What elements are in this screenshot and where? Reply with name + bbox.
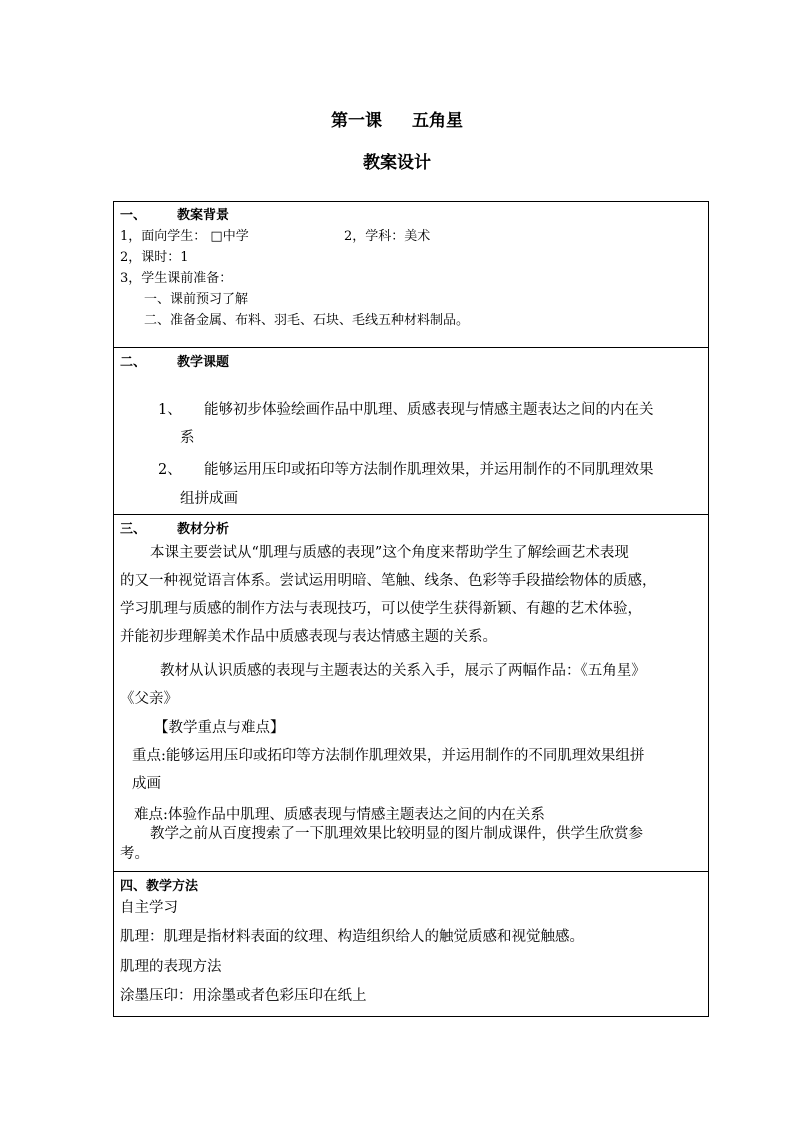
section-background	[114, 202, 709, 348]
analysis-p3-line: 教学之前从百度搜索了一下肌理效果比较明显的图片制成课件，供学生欣赏参	[150, 826, 643, 842]
subject-line: 2，学科：美术	[344, 229, 431, 244]
section-method	[114, 872, 709, 1017]
section-4-heading: 四、教学方法	[120, 879, 199, 894]
method-line: 自主学习	[120, 900, 178, 916]
goal-2-line-2: 组拼成画	[180, 491, 238, 507]
analysis-p1-line: 并能初步理解美术作品中质感表现与表达情感主题的关系。	[120, 629, 497, 645]
analysis-p2-line: 教材从认识质感的表现与主题表达的关系入手，展示了两幅作品：《五角星》	[160, 663, 646, 679]
section-topic	[114, 348, 709, 515]
section-2-heading: 二、 教学课题	[120, 355, 230, 370]
analysis-p1-line: 学习肌理与质感的制作方法与表现技巧，可以使学生获得新颖、有趣的艺术体验，	[120, 601, 642, 617]
prep-item-2: 二、准备金属、布料、羽毛、石块、毛线五种材料制品。	[144, 313, 470, 328]
analysis-p1-line: 的又一种视觉语言体系。尝试运用明暗、笔触、线条、色彩等手段描绘物体的质感，	[120, 573, 657, 589]
analysis-p3-line: 考。	[120, 846, 149, 862]
goal-1-line-2: 系	[180, 430, 195, 446]
audience-line: 1，面向学生： □中学	[120, 229, 249, 244]
prep-label: 3，学生课前准备：	[120, 271, 233, 286]
section-3-heading: 三、 教材分析	[120, 522, 230, 537]
checkbox-icon: □	[210, 229, 223, 244]
goal-1-number: 1、	[158, 402, 182, 418]
page-title: 第一课 五角星	[331, 111, 463, 131]
lesson-plan-table	[113, 201, 709, 1017]
goal-2-number: 2、	[158, 462, 182, 478]
goal-1-line-1: 能够初步体验绘画作品中肌理、质感表现与情感主题表达之间的内在关	[204, 402, 654, 418]
method-line: 肌理的表现方法	[120, 959, 222, 975]
analysis-p2-line: 《父亲》	[120, 691, 178, 707]
section-analysis	[114, 515, 709, 872]
prep-item-1: 一、课前预习了解	[144, 292, 249, 307]
page-subtitle: 教案设计	[363, 153, 431, 173]
difficulty-line: 难点:体验作品中肌理、质感表现与情感主题表达之间的内在关系	[134, 807, 545, 823]
method-line: 肌理：肌理是指材料表面的纹理、构造组织给人的触觉质感和视觉触感。	[120, 929, 584, 945]
goal-2-line-1: 能够运用压印或拓印等方法制作肌理效果，并运用制作的不同肌理效果	[204, 462, 654, 478]
key-point-line-1: 重点:能够运用压印或拓印等方法制作肌理效果，并运用制作的不同肌理效果组拼	[132, 748, 645, 764]
method-line: 涂墨压印：用涂墨或者色彩压印在纸上	[120, 988, 367, 1004]
key-point-line-2: 成画	[132, 776, 161, 792]
section-1-heading: 一、 教案背景	[120, 208, 230, 223]
analysis-p1-line: 本课主要尝试从“肌理与质感的表现”这个角度来帮助学生了解绘画艺术表现	[150, 545, 629, 561]
hours-line: 2，课时：1	[120, 250, 189, 265]
key-points-heading: 【教学重点与难点】	[154, 720, 285, 736]
